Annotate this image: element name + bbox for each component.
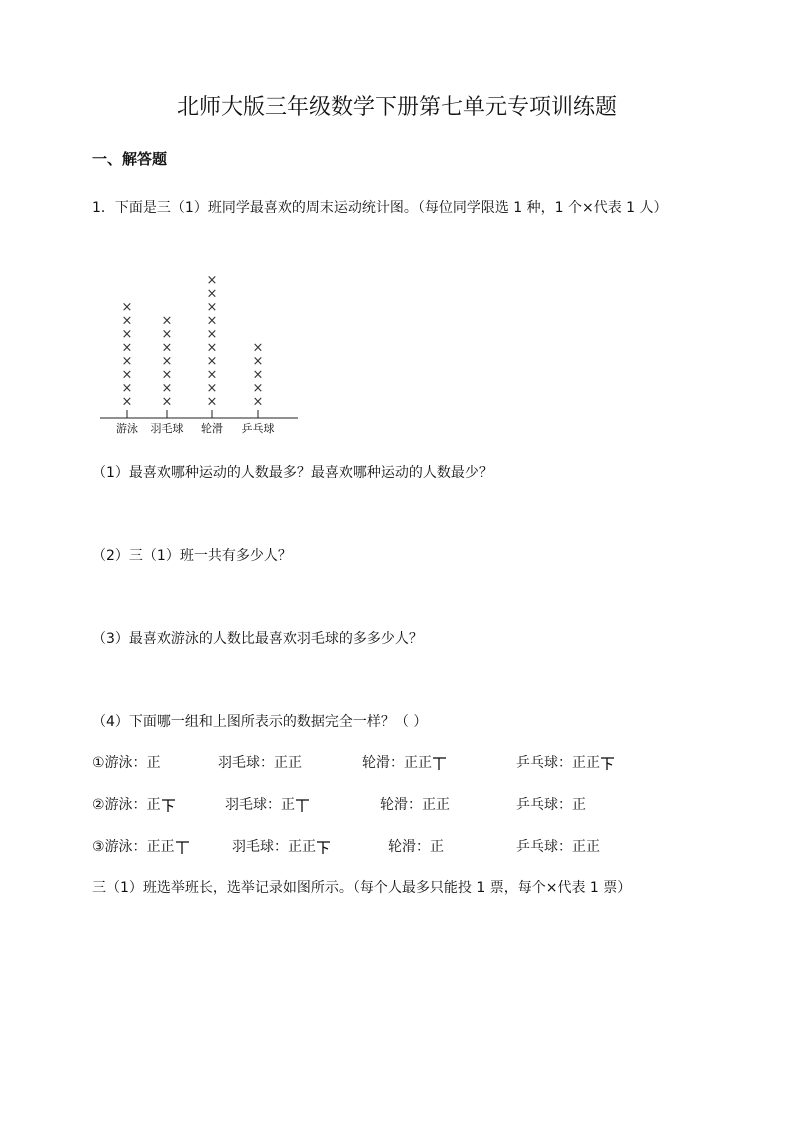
option-label: 游泳：: [104, 839, 147, 855]
tally-stroke: [168, 805, 173, 807]
option-item: [380, 794, 450, 814]
tally-mark: ×: [161, 394, 173, 410]
option-label: 乒乓球：: [516, 755, 572, 771]
tally-mark: ×: [252, 394, 264, 410]
option-label: 轮滑：: [388, 839, 430, 855]
tally-text: 正: [146, 755, 161, 771]
tally-mark: ×: [206, 367, 218, 383]
option-item: [92, 752, 161, 772]
option-item: [388, 836, 444, 856]
category-label: 游泳: [116, 422, 138, 435]
option-item: [362, 752, 447, 772]
tally-mark: ×: [121, 354, 133, 369]
tally-mark: ×: [161, 327, 173, 342]
option-label: 乒乓球：: [516, 797, 572, 813]
sub-question-3: （3）最喜欢游泳的人数比最喜欢羽毛球的多多少人？: [92, 631, 423, 647]
category-label: 乒乓球: [241, 422, 275, 435]
partial-tally-icon: [161, 798, 176, 813]
tally-mark: ×: [252, 381, 264, 396]
pictograph-chart: [95, 268, 305, 438]
tally-text: 正正: [288, 839, 316, 855]
option-number: ①: [92, 755, 105, 771]
tally-text: 正: [572, 797, 586, 813]
tally-text: 正正: [422, 797, 450, 813]
option-item: [92, 794, 176, 814]
question-1-text: 1．下面是三（1）班同学最喜欢的周末运动统计图。（每位同学限选 1 种，1 个×代表 1 人）: [92, 200, 668, 216]
tally-mark: ×: [161, 313, 173, 329]
tally-mark: ×: [121, 313, 133, 329]
partial-tally-icon: [295, 798, 310, 813]
option-item: [516, 752, 615, 772]
option-number: ②: [92, 797, 105, 813]
category-label: 羽毛球: [150, 422, 184, 435]
tally-mark: ×: [206, 394, 218, 410]
tally-stroke: [323, 847, 328, 849]
tally-text: 正: [281, 797, 295, 813]
partial-tally-icon: [316, 840, 331, 855]
tally-text: 正正: [146, 839, 175, 855]
tally-mark: ×: [206, 340, 218, 356]
tally-mark: ×: [206, 286, 218, 302]
tally-mark: ×: [206, 381, 218, 396]
sub-question-2: （2）三（1）班一共有多少人？: [92, 548, 292, 564]
option-label: 轮滑：: [362, 755, 404, 771]
option-label: 轮滑：: [380, 797, 422, 813]
option-label: 羽毛球：: [232, 839, 288, 855]
option-item: [232, 836, 331, 856]
tally-text: 正正: [404, 755, 432, 771]
option-item: [225, 794, 310, 814]
option-item: [516, 836, 600, 856]
option-item: [92, 836, 190, 856]
tally-mark: ×: [206, 300, 218, 315]
sub-question-1: （1）最喜欢哪种运动的人数最多？最喜欢哪种运动的人数最少？: [92, 465, 493, 481]
tally-mark: ×: [206, 327, 218, 342]
option-item: [516, 794, 586, 814]
tally-mark: ×: [161, 354, 173, 369]
tally-mark: ×: [121, 394, 133, 410]
tally-mark: ×: [121, 381, 133, 396]
tally-mark: ×: [252, 367, 264, 383]
tally-text: 正: [430, 839, 444, 855]
tally-mark: ×: [161, 340, 173, 356]
option-label: 羽毛球：: [225, 797, 281, 813]
partial-tally-icon: [432, 756, 447, 771]
tally-mark: ×: [206, 313, 218, 329]
partial-tally-icon: [600, 756, 615, 771]
tally-text: 正正: [274, 755, 302, 771]
section-heading: 一、解答题: [92, 150, 168, 168]
tally-mark: ×: [121, 327, 133, 342]
tally-stroke: [607, 763, 612, 765]
tally-mark: ×: [121, 367, 133, 383]
option-label: 羽毛球：: [218, 755, 274, 771]
tally-mark: ×: [121, 340, 133, 356]
tally-text: 正正: [572, 755, 600, 771]
sub-question-4: （4）下面哪一组和上图所表示的数据完全一样？（ ）: [92, 714, 428, 730]
question-2-text: 三（1）班选举班长，选举记录如图所示。（每个人最多只能投 1 票，每个×代表 1 票）: [92, 880, 632, 896]
option-label: 游泳：: [104, 797, 147, 813]
option-label: 游泳：: [104, 755, 147, 771]
tally-mark: ×: [161, 381, 173, 396]
tally-mark: ×: [252, 340, 264, 356]
option-label: 乒乓球：: [516, 839, 572, 855]
tally-mark: ×: [206, 354, 218, 369]
tally-mark: ×: [252, 354, 264, 369]
partial-tally-icon: [175, 840, 190, 855]
page-title: 北师大版三年级数学下册第七单元专项训练题: [176, 95, 617, 120]
tally-mark: ×: [161, 367, 173, 383]
tally-text: 正正: [572, 839, 600, 855]
option-item: [218, 752, 302, 772]
option-number: ③: [92, 839, 105, 855]
tally-mark: ×: [206, 273, 218, 288]
tally-text: 正: [146, 797, 161, 813]
category-label: 轮滑: [201, 422, 223, 435]
tally-mark: ×: [121, 300, 133, 315]
